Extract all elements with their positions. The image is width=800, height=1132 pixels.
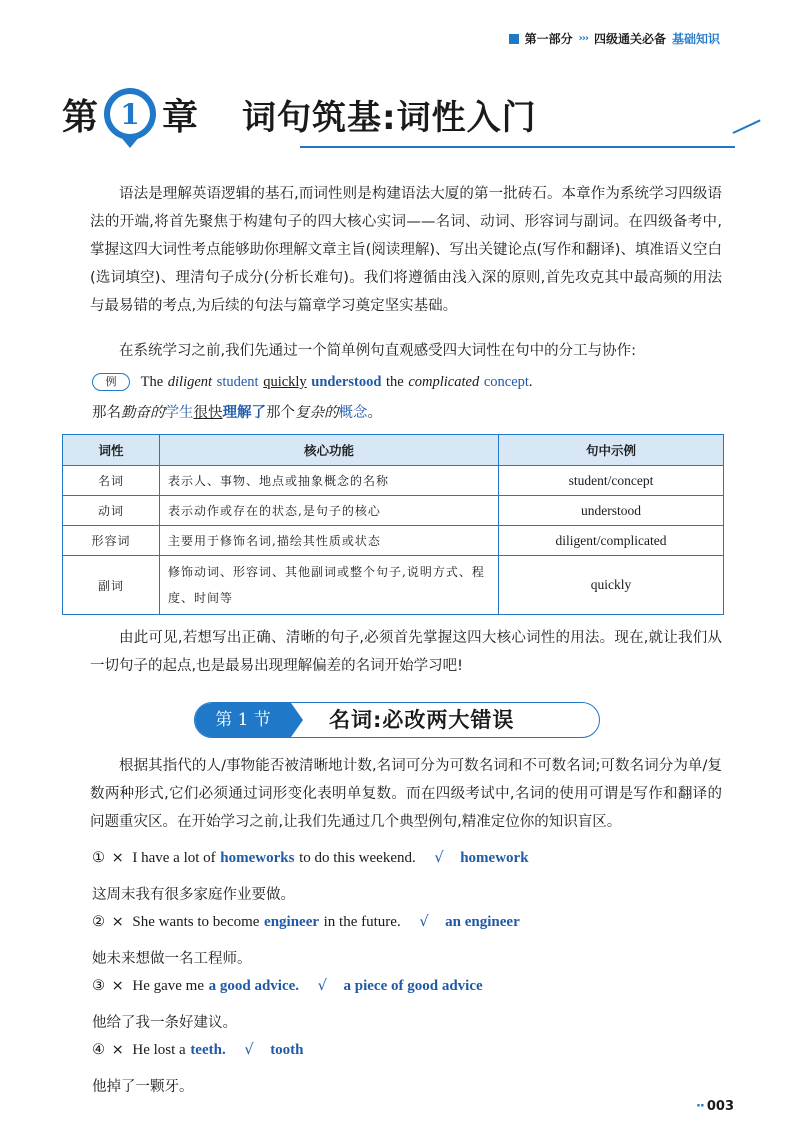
part-label: 第一部分 — [524, 32, 573, 46]
word-concept: concept — [483, 374, 529, 390]
item-translation: 这周末我有很多家庭作业要做。 — [92, 887, 295, 903]
item-correction: tooth — [270, 1042, 304, 1058]
list-item — [92, 850, 529, 867]
list-item — [92, 1042, 304, 1059]
example-translation — [92, 401, 382, 425]
section-intro: 根据其指代的人/事物能否被清晰地计数,名词可分为可数名词和不可数名词;可数名词分为单/复数两种形式,它们必须通过词形变化表明单复数。而在四级考试中,名词的使用可谓是写作和翻译的问题重灾区。在开始学习之前,让我们先通过几个典型例句,精准定位你的知识盲区。 — [90, 758, 722, 830]
col-header: 词性 — [63, 435, 160, 466]
intro-lead: 在系统学习之前,我们先通过一个简单例句直观感受四大词性在句中的分工与协作: — [119, 343, 636, 359]
example-sentence — [92, 370, 533, 394]
cn-noun: 学生 — [164, 405, 194, 421]
parts-of-speech-table — [62, 434, 724, 615]
item-text-end: in the future. — [323, 914, 401, 930]
word-diligent: diligent — [167, 374, 213, 390]
list-item — [92, 978, 483, 995]
word-the-2: the — [386, 374, 404, 390]
cn-seg: 那名 — [92, 405, 121, 421]
check-icon: √ — [434, 850, 444, 866]
table-row — [63, 526, 724, 556]
item-translation: 他给了我一条好建议。 — [92, 1015, 237, 1031]
item-number: ④ — [92, 1042, 105, 1058]
example-cell: quickly — [499, 556, 724, 615]
item-error: teeth. — [190, 1042, 226, 1058]
cn-verb: 理解了 — [222, 405, 266, 421]
cn-seg: 那个 — [266, 405, 295, 421]
item-text: He gave me — [132, 978, 205, 994]
arrows-icon: ››› — [578, 33, 588, 44]
item-text: She wants to become — [132, 914, 260, 930]
check-icon: √ — [419, 914, 429, 930]
cn-period: 。 — [367, 405, 382, 421]
chapter-underline — [300, 146, 735, 148]
func-cell: 修饰动词、形容词、其他副词或整个句子,说明方式、程度、时间等 — [160, 556, 499, 615]
chapter-heading — [62, 88, 537, 140]
chapter-suffix: 章 — [162, 95, 199, 138]
item-number: ③ — [92, 978, 105, 994]
item-text: I have a lot of — [132, 850, 216, 866]
word-understood: understood — [311, 374, 382, 390]
item-error: a good advice. — [208, 978, 300, 994]
sentence-period: . — [528, 374, 533, 390]
word-student: student — [216, 374, 259, 390]
chapter-number-badge — [104, 88, 156, 140]
example-cell: diligent/complicated — [499, 526, 724, 556]
cn-adj-2: 复杂的 — [295, 405, 339, 421]
section-label: 第 1 节 — [195, 703, 291, 737]
item-text-end: to do this weekend. — [299, 850, 416, 866]
item-translation: 他掉了一颗牙。 — [92, 1079, 194, 1095]
example-cell: understood — [499, 496, 724, 526]
chapter-prefix: 第 — [62, 95, 99, 138]
word-the: The — [140, 374, 164, 390]
word-quickly: quickly — [263, 374, 307, 390]
chapter-number: 1 — [110, 94, 150, 134]
cn-noun-2: 概念 — [338, 405, 368, 421]
item-correction: a piece of good advice — [343, 978, 483, 994]
func-cell: 表示动作或存在的状态,是句子的核心 — [160, 496, 499, 526]
section-title: 名词:必改两大错误 — [329, 708, 515, 732]
table-header-row — [63, 435, 724, 466]
square-icon — [509, 34, 519, 44]
item-text: He lost a — [132, 1042, 186, 1058]
cross-icon: × — [111, 914, 124, 930]
cross-icon: × — [111, 850, 124, 866]
list-item — [92, 914, 520, 931]
series-label: 四级通关必备 — [593, 32, 666, 46]
example-cell: student/concept — [499, 466, 724, 496]
table-row — [63, 556, 724, 615]
check-icon: √ — [317, 978, 327, 994]
cn-adj: 勤奋的 — [121, 405, 165, 421]
chapter-title: 词句筑基:词性入门 — [242, 97, 537, 138]
cross-icon: × — [111, 978, 124, 994]
item-error: homeworks — [220, 850, 295, 866]
item-number: ① — [92, 850, 105, 866]
func-cell: 主要用于修饰名词,描绘其性质或状态 — [160, 526, 499, 556]
dots-icon: ·· — [695, 1099, 704, 1114]
table-row — [63, 466, 724, 496]
item-correction: an engineer — [445, 914, 520, 930]
pos-cell: 形容词 — [63, 526, 160, 556]
page-number — [696, 1099, 734, 1114]
cross-icon: × — [111, 1042, 124, 1058]
item-correction: homework — [460, 850, 529, 866]
item-error: engineer — [264, 914, 320, 930]
cn-adv: 很快 — [193, 405, 223, 421]
running-header — [509, 30, 720, 47]
section-highlight: 基础知识 — [671, 32, 720, 46]
example-tag: 例 — [92, 373, 130, 391]
page-number-value: 003 — [706, 1099, 734, 1114]
item-translation: 她未来想做一名工程师。 — [92, 951, 252, 967]
col-header: 核心功能 — [160, 435, 499, 466]
pos-cell: 动词 — [63, 496, 160, 526]
transition-paragraph: 由此可见,若想写出正确、清晰的句子,必须首先掌握这四大核心词性的用法。现在,就让我们从一切句子的起点,也是最易出现理解偏差的名词开始学习吧! — [90, 630, 722, 674]
item-number: ② — [92, 914, 105, 930]
func-cell: 表示人、事物、地点或抽象概念的名称 — [160, 466, 499, 496]
col-header: 句中示例 — [499, 435, 724, 466]
pos-cell: 副词 — [63, 556, 160, 615]
section-banner — [194, 702, 600, 738]
pos-cell: 名词 — [63, 466, 160, 496]
check-icon: √ — [244, 1042, 254, 1058]
word-complicated: complicated — [408, 374, 480, 390]
table-row — [63, 496, 724, 526]
intro-paragraph: 语法是理解英语逻辑的基石,而词性则是构建语法大厦的第一批砖石。本章作为系统学习四级语法的开端,将首先聚焦于构建句子的四大核心实词——名词、动词、形容词与副词。在四级备考中,掌握这四大词性考点能够助你理解文章主旨(阅读理解)、写出关键论点(写作和翻译)、填准语义空白(选词填空)、理清句子成分(分析长难句)。我们将遵循由浅入深的原则,首先攻克其中最高频的用法与最易错的考点,为后续的句法与篇章学习奠定坚实基础。 — [90, 186, 722, 314]
